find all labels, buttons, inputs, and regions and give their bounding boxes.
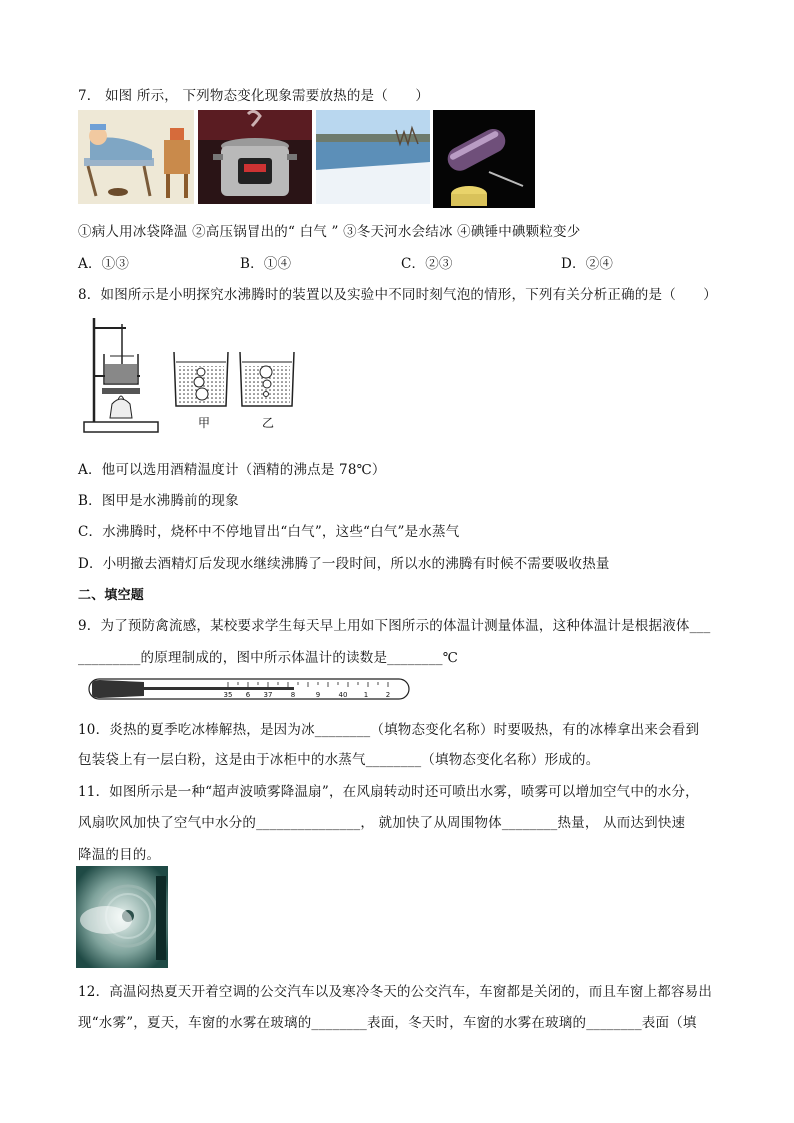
q11-line3: 降温的目的。 <box>78 847 161 863</box>
q7-stem: 7． 如图 所示， 下列物态变化现象需要放热的是（ ） <box>78 88 430 104</box>
iodine-hammer-image <box>433 110 535 208</box>
scale-label-6: 6 <box>245 691 251 699</box>
patient-ice-bag-image <box>78 110 194 204</box>
scale-label-2: 2 <box>385 691 391 699</box>
q8-option-b: B．图甲是水沸腾前的现象 <box>78 493 239 509</box>
mist-fan-image <box>76 866 168 968</box>
q7-option-d: D．②④ <box>561 256 614 272</box>
q10-line1: 10．炎热的夏季吃冰棒解热，是因为冰________（填物态变化名称）时要吸热，有的冰棒拿出来会看到 <box>78 722 700 738</box>
q12-line2: 现“水雾”，夏天，车窗的水雾在玻璃的________表面，冬天时，车窗的水雾在玻璃的________表面（填 <box>78 1015 697 1031</box>
q8-option-d: D．小明撤去酒精灯后发现水继续沸腾了一段时间，所以水的沸腾有时候不需要吸收热量 <box>78 556 610 572</box>
q7-option-a: A．①③ <box>78 256 130 272</box>
q11-line2: 风扇吹风加快了空气中水分的_______________， 就加快了从周围物体________热量， 从而达到快速 <box>78 815 686 831</box>
scale-label-9: 9 <box>315 691 321 699</box>
q9-line1: 9．为了预防禽流感，某校要求学生每天早上用如下图所示的体温计测量体温，这种体温计是根据液体___ <box>78 618 711 634</box>
frozen-river-image <box>316 110 430 204</box>
q10-line2: 包装袋上有一层白粉，这是由于冰柜中的水蒸气________（填物态变化名称）形成的。 <box>78 752 600 768</box>
q8-option-c: C．水沸腾时，烧杯中不停地冒出“白气”，这些“白气”是水蒸气 <box>78 524 460 540</box>
q11-line1: 11．如图所示是一种“超声波喷雾降温扇”，在风扇转动时还可喷出水雾，喷雾可以增加空气中的水分， <box>78 784 699 800</box>
beaker-yi-label: 乙 <box>262 416 275 430</box>
scale-label-1: 1 <box>363 691 369 699</box>
scale-label-37: 37 <box>263 691 273 699</box>
q7-captions: ①病人用冰袋降温 ②高压锅冒出的“ 白气 ” ③冬天河水会结冰 ④碘锤中碘颗粒变少 <box>78 224 581 240</box>
scale-label-8: 8 <box>290 691 296 699</box>
scale-label-35: 35 <box>223 691 233 699</box>
section-title: 二、填空题 <box>78 588 145 603</box>
q8-stem: 8．如图所示是小明探究水沸腾时的装置以及实验中不同时刻气泡的情形，下列有关分析正确的是（ ） <box>78 287 717 303</box>
scale-label-40: 40 <box>338 691 348 699</box>
q8-option-a: A．他可以选用酒精温度计（酒精的沸点是 78℃） <box>78 462 386 478</box>
q7-option-c: C．②③ <box>401 256 453 272</box>
q9-line2: _________的原理制成的，图中所示体温计的读数是________℃ <box>78 650 459 666</box>
beaker-jia-label: 甲 <box>198 416 211 430</box>
beaker-jia-image <box>170 348 232 410</box>
q12-line1: 12．高温闷热夏天开着空调的公交汽车以及寒冷冬天的公交汽车，车窗都是关闭的，而且车窗上都容易出 <box>78 984 713 1000</box>
clinical-thermometer-image <box>88 674 412 704</box>
boiling-apparatus-image <box>80 314 162 438</box>
q7-option-b: B．①④ <box>240 256 292 272</box>
pressure-cooker-image <box>198 110 312 204</box>
beaker-yi-image <box>236 348 298 410</box>
